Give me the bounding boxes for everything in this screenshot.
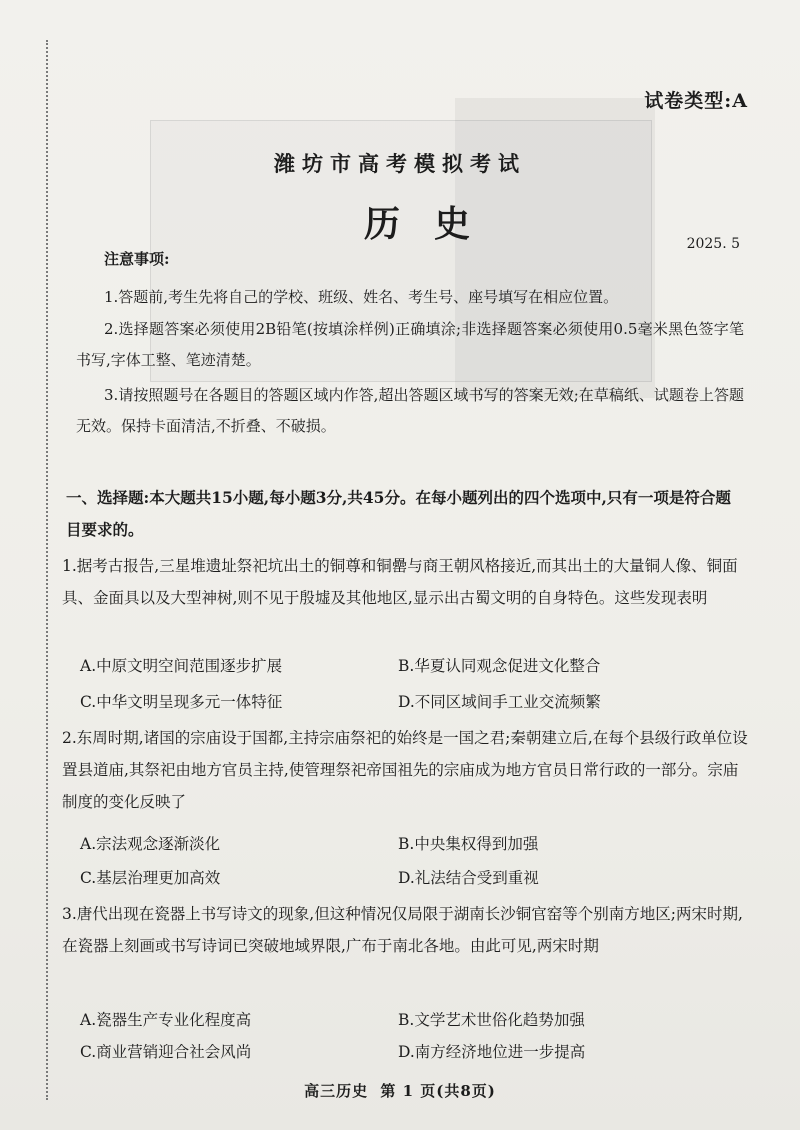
footer-page-number: 第 1 页(共8页): [380, 1082, 496, 1100]
question-1-stem: 1.据考古报告,三星堆遗址祭祀坑出土的铜尊和铜罍与商王朝风格接近,而其出土的大量铜人像、铜面具、金面具以及大型神树,则不见于殷墟及其他地区,显示出古蜀文明的自身特色。这些发现表明: [62, 557, 738, 607]
notice-item-2: [76, 314, 744, 376]
question-3-stem: 3.唐代出现在瓷器上书写诗文的现象,但这种情况仅局限于湖南长沙铜官窑等个别南方地区;两宋时期,在瓷器上刻画或书写诗词已突破地域界限,广布于南北各地。由此可见,两宋时期: [62, 905, 743, 955]
q2-option-a[interactable]: A.宗法观念逐渐淡化: [80, 835, 221, 853]
question-2-stem: 2.东周时期,诸国的宗庙设于国都,主持宗庙祭祀的始终是一国之君;秦朝建立后,在每个县级行政单位设置县道庙,其祭祀由地方官员主持,使管理祭祀帝国祖先的宗庙成为地方官员日常行政的一部分。宗庙制度的变化反映了: [62, 729, 748, 811]
notice-heading: 注意事项:: [104, 250, 170, 268]
notice-item-2-text: 2.选择题答案必须使用2B铅笔(按填涂样例)正确填涂;非选择题答案必须使用0.5毫米黑色签字笔书写,字体工整、笔迹清楚。: [76, 320, 744, 369]
q1-option-c[interactable]: C.中华文明呈现多元一体特征: [80, 693, 283, 711]
q2-option-c[interactable]: C.基层治理更加高效: [80, 869, 221, 887]
footer-label: 高三历史: [304, 1082, 369, 1100]
q3-option-a[interactable]: A.瓷器生产专业化程度高: [80, 1011, 252, 1029]
notice-item-3-text: 3.请按照题号在各题目的答题区域内作答,超出答题区域书写的答案无效;在草稿纸、试题卷上答题无效。保持卡面清洁,不折叠、不破损。: [76, 386, 744, 435]
notice-item-3: [76, 380, 744, 442]
question-3: [62, 898, 752, 962]
q2-option-d[interactable]: D.礼法结合受到重视: [398, 869, 539, 887]
q3-option-d[interactable]: D.南方经济地位进一步提高: [398, 1043, 586, 1061]
section-1-heading: 一、选择题:本大题共15小题,每小题3分,共45分。在每小题列出的四个选项中,只有一项是符合题目要求的。: [66, 488, 731, 539]
question-2: [62, 722, 752, 818]
paper-type: 试卷类型:A: [644, 90, 748, 112]
q1-option-b[interactable]: B.华夏认同观念促进文化整合: [398, 657, 601, 675]
q1-option-d[interactable]: D.不同区域间手工业交流频繁: [398, 693, 601, 711]
q3-option-b[interactable]: B.文学艺术世俗化趋势加强: [398, 1011, 585, 1029]
q3-option-c[interactable]: C.商业营销迎合社会风尚: [80, 1043, 252, 1061]
q1-option-a[interactable]: A.中原文明空间范围逐步扩展: [80, 657, 283, 675]
exam-date: 2025. 5: [686, 236, 740, 252]
subject-title: 历史: [363, 203, 504, 245]
question-1: [62, 550, 752, 614]
q2-option-b[interactable]: B.中央集权得到加强: [398, 835, 539, 853]
page-footer: [0, 1080, 800, 1101]
notice-item-1-text: 1.答题前,考生先将自己的学校、班级、姓名、考生号、座号填写在相应位置。: [104, 288, 619, 306]
notice-item-1: [76, 282, 744, 313]
exam-title: 潍坊市高考模拟考试: [274, 151, 526, 176]
